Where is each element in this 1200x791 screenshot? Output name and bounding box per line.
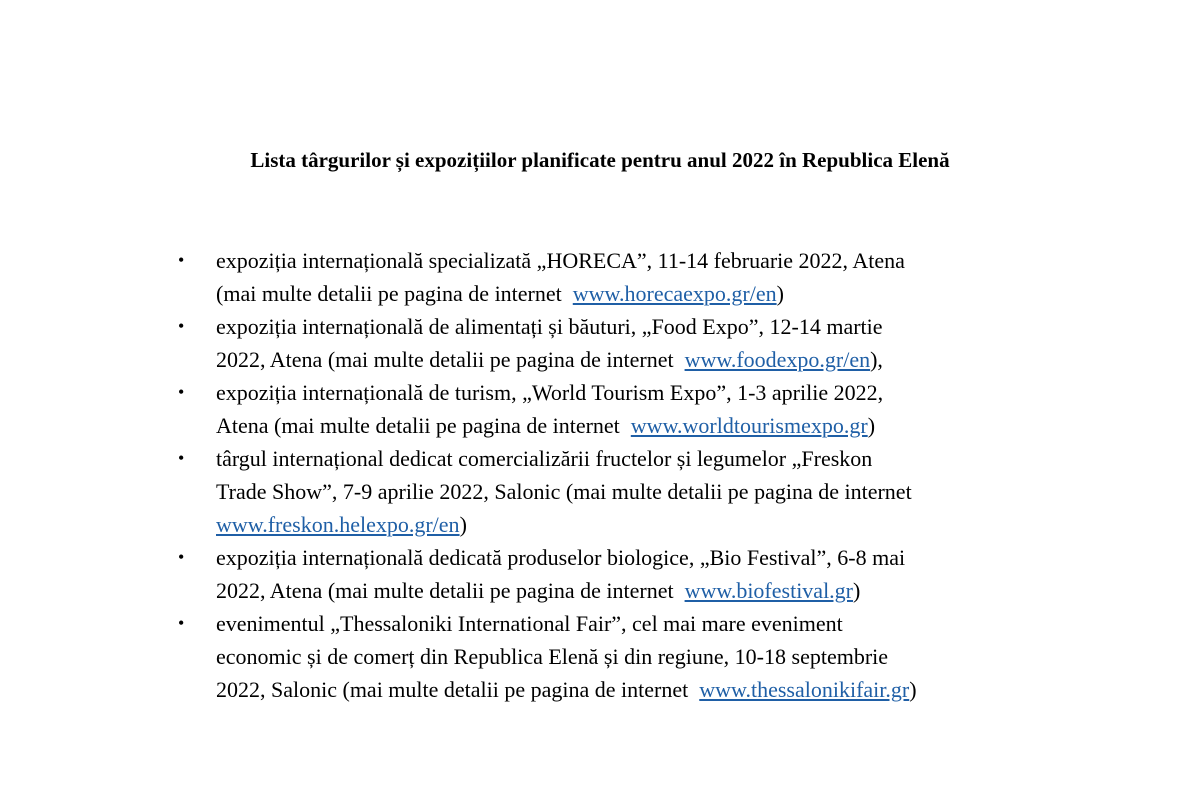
item-text-line: 2022, Salonic (mai multe detalii pe pagina de internet (216, 677, 700, 702)
item-text-line: 2022, Atena (mai multe detalii pe pagina de internet (216, 347, 685, 372)
item-suffix: ) (776, 281, 784, 306)
fair-list (178, 244, 1076, 706)
item-suffix: ) (867, 413, 876, 438)
list-item-2 (178, 310, 1076, 376)
item-text-line: târgul internațional dedicat comercializării fructelor și legumelor „Freskon (216, 446, 873, 471)
list-item-4 (178, 442, 1076, 541)
bullet-icon: • (178, 613, 185, 633)
item-suffix: ) (853, 578, 861, 603)
freskon-link[interactable]: www.freskon.helexpo.gr/en (216, 512, 460, 537)
list-item-5 (178, 541, 1076, 607)
item-text-line: Atena (mai multe detalii pe pagina de internet (216, 413, 631, 438)
list-item-1 (178, 244, 1076, 310)
item-text-line: expoziția internațională specializată „HORECA”, 11-14 februarie 2022, Atena (216, 248, 905, 273)
item-text-line: evenimentul „Thessaloniki International Fair”, cel mai mare eveniment (216, 611, 843, 636)
item-suffix: ), (870, 347, 883, 372)
item-text-line: 2022, Atena (mai multe detalii pe pagina de internet (216, 578, 685, 603)
list-item-6 (178, 607, 1076, 706)
list-item-3 (178, 376, 1076, 442)
item-suffix: ) (459, 512, 467, 537)
item-text-line: expoziția internațională de alimentați și băuturi, „Food Expo”, 12-14 martie (216, 314, 883, 339)
horecaexpo-link[interactable]: www.horecaexpo.gr/en (572, 281, 777, 306)
item-text-line: (mai multe detalii pe pagina de internet (216, 281, 573, 306)
item-suffix: ) (909, 677, 917, 702)
worldtourismexpo-link[interactable]: www.worldtourismexpo.gr (630, 413, 868, 438)
bullet-icon: • (178, 382, 185, 402)
bullet-icon: • (178, 448, 185, 468)
item-text-line: expoziția internațională dedicată produselor biologice, „Bio Festival”, 6-8 mai (216, 545, 906, 570)
item-text-line: economic și de comerț din Republica Elenă și din regiune, 10-18 septembrie (216, 644, 889, 669)
thessalonikifair-link[interactable]: www.thessalonikifair.gr (699, 677, 910, 702)
foodexpo-link[interactable]: www.foodexpo.gr/en (684, 347, 871, 372)
item-text-line: expoziția internațională de turism, „World Tourism Expo”, 1-3 aprilie 2022, (216, 380, 884, 405)
biofestival-link[interactable]: www.biofestival.gr (684, 578, 854, 603)
bullet-icon: • (178, 250, 185, 270)
document-title: Lista târgurilor și expozițiilor planificate pentru anul 2022 în Republica Elenă (250, 148, 950, 172)
item-text-line: Trade Show”, 7-9 aprilie 2022, Salonic (mai multe detalii pe pagina de internet (216, 479, 912, 504)
bullet-icon: • (178, 316, 185, 336)
bullet-icon: • (178, 547, 185, 567)
